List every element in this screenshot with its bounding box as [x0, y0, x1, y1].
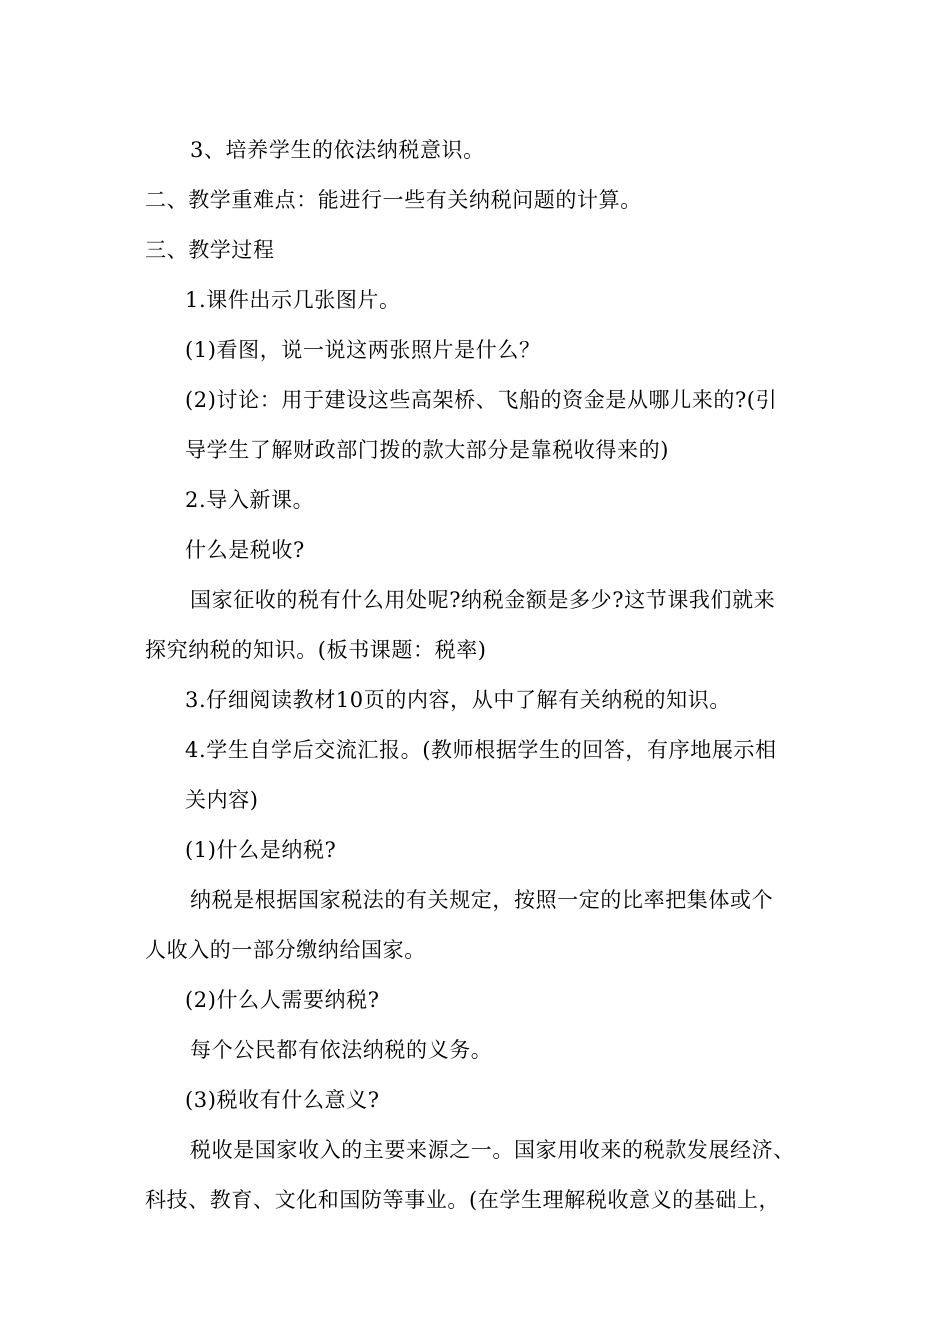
- discussion-line-1: (2)讨论：用于建设这些高架桥、飞船的资金是从哪儿来的?(引: [185, 388, 778, 412]
- sub-question-2: (2)什么人需要纳税?: [185, 988, 380, 1012]
- answer-3-line-2: 科技、教育、文化和国防等事业。(在学生理解税收意义的基础上，: [145, 1188, 781, 1212]
- step-1-line: 1.课件出示几张图片。: [185, 288, 401, 312]
- intro-paragraph-line-1: 国家征收的税有什么用处呢?纳税金额是多少?这节课我们就来: [190, 588, 776, 612]
- what-is-tax-line: 什么是税收?: [185, 538, 305, 562]
- question-1-line: (1)看图，说一说这两张照片是什么？: [185, 338, 541, 362]
- step-4-line-2: 关内容): [185, 788, 259, 812]
- section-2-heading: 二、教学重难点：能进行一些有关纳税问题的计算。: [145, 188, 642, 212]
- answer-2-line: 每个公民都有依法纳税的义务。: [190, 1038, 493, 1062]
- answer-1-line-1: 纳税是根据国家税法的有关规定，按照一定的比率把集体或个: [190, 888, 774, 912]
- step-2-line: 2.导入新课。: [185, 488, 315, 512]
- sub-question-1: (1)什么是纳税?: [185, 838, 337, 862]
- answer-3-line-1: 税收是国家收入的主要来源之一。国家用收来的税款发展经济、: [190, 1138, 795, 1162]
- objective-3-line: 3、培养学生的依法纳税意识。: [190, 138, 485, 162]
- section-3-heading: 三、教学过程: [145, 238, 275, 262]
- step-3-line: 3.仔细阅读教材10页的内容，从中了解有关纳税的知识。: [185, 688, 731, 712]
- answer-1-line-2: 人收入的一部分缴纳给国家。: [145, 938, 426, 962]
- sub-question-3: (3)税收有什么意义?: [185, 1088, 380, 1112]
- step-4-line-1: 4.学生自学后交流汇报。(教师根据学生的回答，有序地展示相: [185, 738, 777, 762]
- discussion-line-2: 导学生了解财政部门拨的款大部分是靠税收得来的): [185, 438, 669, 462]
- intro-paragraph-line-2: 探究纳税的知识。(板书课题：税率): [145, 638, 487, 662]
